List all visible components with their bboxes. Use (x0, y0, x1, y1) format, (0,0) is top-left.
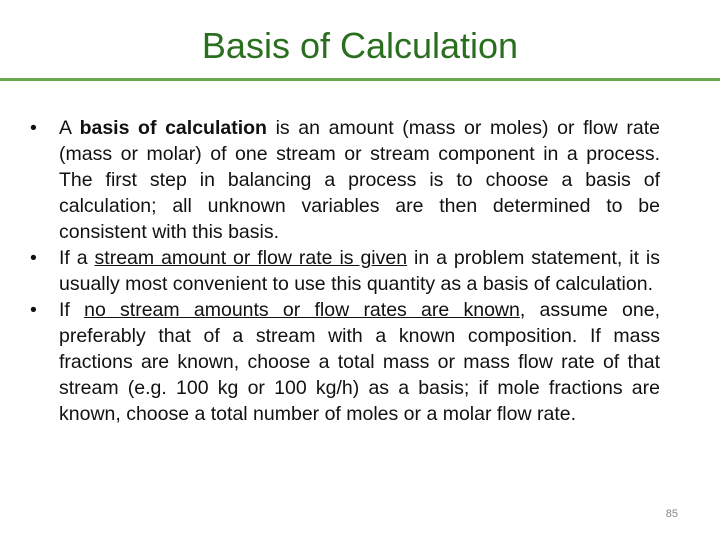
bullet-item-no-known-flow (30, 297, 660, 427)
bullet-marker: • (30, 299, 37, 321)
bold-term: basis of calculation (79, 117, 267, 139)
bullet-item-given-flow (30, 245, 660, 297)
page-number: 85 (665, 508, 678, 520)
bullet-text: in a problem statement, it is usually most convenient to use this quantity as a basis of calculation. (59, 247, 660, 295)
bullet-marker: • (30, 247, 37, 269)
bullet-item-basis-definition (30, 115, 660, 245)
title-divider (0, 78, 720, 81)
slide-title: Basis of Calculation (201, 25, 519, 66)
bullet-text: If (59, 299, 85, 321)
bullet-text: A (59, 117, 80, 139)
bullet-text: If a (59, 247, 95, 269)
underlined-phrase: no stream amounts or flow rates are known (84, 299, 520, 321)
bullet-text: is an amount (mass or moles) or flow rate (mass or molar) of one stream or stream component in a process. The first step in balancing a process is to choose a basis of calculation; all unknown variables are then determined to be consistent with this basis. (59, 117, 660, 243)
bullet-text: , assume one, preferably that of a stream with a known composition. If mass fractions are known, choose a total mass or mass flow rate of that stream (e.g. 100 kg or 100 kg/h) as a basis; if mole fractions are known, choose a total number of moles or a molar flow rate. (59, 299, 660, 425)
bullet-marker: • (30, 117, 37, 139)
underlined-phrase: stream amount or flow rate is given (94, 247, 408, 269)
bullet-list (30, 115, 660, 427)
